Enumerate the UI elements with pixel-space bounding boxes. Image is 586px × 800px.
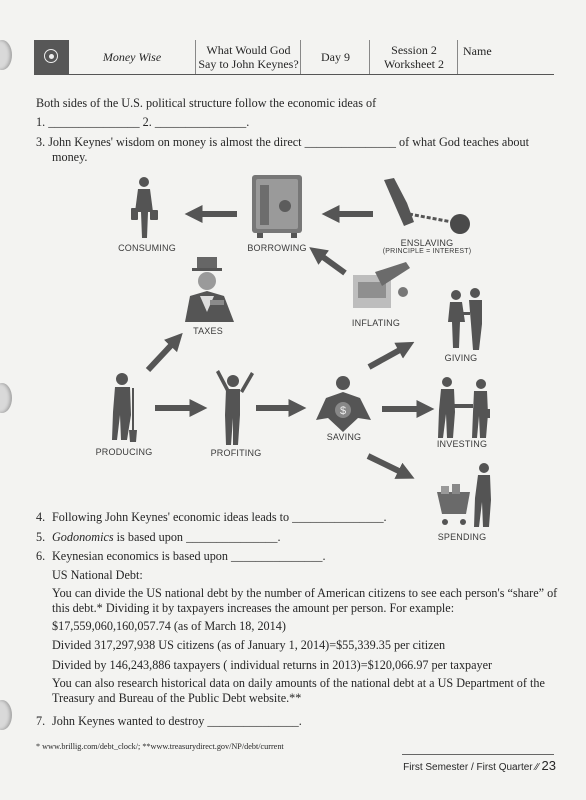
- header-lesson: What Would God Say to John Keynes?: [195, 40, 301, 74]
- header-worksheet-label: Worksheet 2: [383, 57, 445, 71]
- debt-paragraph2-line2: Treasury and Bureau of the Public Debt website.**: [52, 691, 302, 705]
- question-5-number: 5.: [36, 530, 46, 544]
- inflating-icon: [353, 262, 410, 308]
- page-footer: [403, 758, 556, 773]
- uncle-sam-icon: [185, 257, 234, 322]
- header-title: Money Wise: [102, 50, 162, 64]
- label-enslaving: [377, 238, 477, 255]
- question-4-number: 4.: [36, 510, 46, 524]
- label-profiting: PROFITING: [210, 448, 262, 458]
- label-taxes: TAXES: [193, 326, 223, 336]
- label-producing: PRODUCING: [95, 447, 153, 457]
- debt-amount: $17,559,060,160,057.74 (as of March 18, 2014): [52, 619, 286, 633]
- arrow-saving-giving: [369, 346, 407, 367]
- debt-title: US National Debt:: [52, 568, 143, 582]
- footer-marks: ∕∕: [535, 762, 539, 773]
- question-4: Following John Keynes' economic ideas leads to _______________.: [52, 510, 387, 524]
- svg-text:$: $: [339, 405, 347, 417]
- arrow-producing-taxes: [148, 339, 177, 370]
- footer-rule: [402, 754, 554, 755]
- debt-paragraph-line1: You can divide the US national debt by the number of American citizens to see each person's “share” of: [52, 586, 558, 600]
- header-session-label: Session 2: [391, 43, 437, 57]
- question-5-rest: is based upon _______________.: [113, 530, 281, 544]
- page-number: 23: [541, 758, 556, 773]
- consuming-icon: [131, 177, 158, 238]
- footnote: * www.brillig.com/debt_clock/; **www.treasurydirect.gov/NP/debt/current: [36, 742, 284, 751]
- safe-icon: [252, 175, 302, 238]
- label-consuming: CONSUMING: [118, 243, 176, 253]
- debt-per-citizen: Divided 317,297,938 US citizens (as of January 1, 2014)=$55,339.35 per citizen: [52, 638, 446, 652]
- intro-text: Both sides of the U.S. political structure follow the economic ideas of: [36, 96, 377, 110]
- debt-per-taxpayer: Divided by 146,243,886 taxpayers ( individual returns in 2013)=$120,066.97 per taxpayer: [52, 658, 493, 672]
- saving-icon: [316, 376, 371, 432]
- question-7: John Keynes wanted to destroy _______________.: [52, 714, 302, 728]
- question-3-line1: 3. John Keynes' wisdom on money is almost the direct _______________ of what God teaches about: [36, 135, 530, 149]
- investing-icon: [438, 377, 490, 438]
- label-inflating: INFLATING: [351, 318, 401, 328]
- label-saving: SAVING: [326, 432, 362, 442]
- debt-paragraph-line2: this debt.* Dividing it by taxpayers increases the amount per person. For example:: [52, 601, 455, 615]
- question-1: 1. _______________ 2. _______________.: [36, 115, 250, 129]
- label-spending: SPENDING: [437, 532, 487, 542]
- header-day: Day 9: [300, 40, 370, 74]
- label-giving: GIVING: [444, 353, 478, 363]
- godonomics-term: Godonomics: [52, 530, 114, 544]
- question-6: Keynesian economics is based upon _______________.: [52, 549, 326, 563]
- label-enslaving-text: ENSLAVING: [400, 238, 454, 248]
- debt-paragraph2-line1: You can also research historical data on daily amounts of the national debt at a US Department of the: [52, 676, 545, 690]
- spending-icon: [437, 463, 491, 527]
- footer-text: First Semester / First Quarter: [403, 762, 533, 773]
- question-3-line2: money.: [52, 150, 88, 164]
- label-enslaving-sub: (PRINCIPLE = INTEREST): [382, 248, 472, 255]
- giving-icon: [448, 288, 482, 350]
- label-investing: INVESTING: [436, 439, 488, 449]
- question-7-number: 7.: [36, 714, 46, 728]
- arrow-saving-spending: [368, 456, 407, 475]
- arrow-inflating-borrowing: [316, 252, 345, 273]
- question-6-number: 6.: [36, 549, 46, 563]
- header-name: Name: [457, 40, 554, 74]
- producing-icon: [112, 373, 137, 442]
- question-5: [52, 529, 281, 546]
- profiting-icon: [216, 370, 254, 445]
- enslaving-icon: [384, 178, 470, 234]
- label-borrowing: BORROWING: [247, 243, 307, 253]
